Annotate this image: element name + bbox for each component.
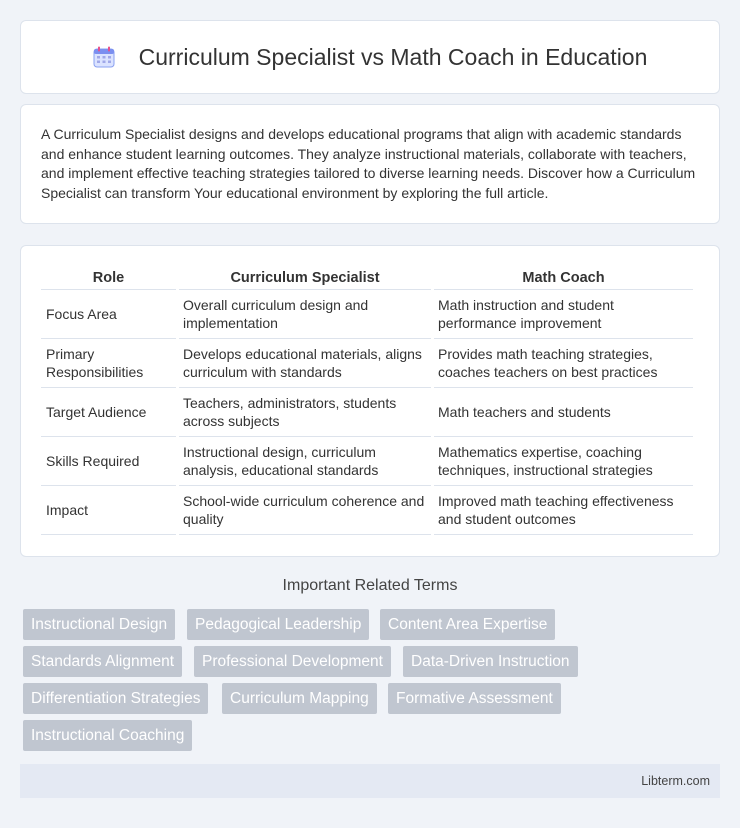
intro-text: A Curriculum Specialist designs and develops educational programs that align with academic standards and enhance student learning outcomes. They analyze instructional materials, collaborate with teachers, and implement effective teaching strategies tailored to diverse learning needs. Discover how a Curriculum Specialist can transform Your educational environment by exploring the full article. — [41, 126, 696, 201]
comparison-table — [38, 268, 696, 535]
term-tag[interactable]: Instructional Design — [23, 609, 175, 640]
column-header-role: Role — [41, 268, 176, 290]
column-header-curriculum-specialist: Curriculum Specialist — [179, 268, 431, 290]
table-row — [41, 437, 693, 486]
column-header-math-coach: Math Coach — [434, 268, 693, 290]
row-label: Skills Required — [41, 437, 176, 486]
table-cell: School-wide curriculum coherence and quality — [179, 486, 431, 535]
footer-site-link[interactable]: Libterm.com — [641, 774, 710, 788]
term-tag[interactable]: Instructional Coaching — [23, 720, 192, 751]
term-tag[interactable]: Content Area Expertise — [380, 609, 555, 640]
table-cell: Math teachers and students — [434, 388, 693, 437]
intro-card — [20, 104, 720, 224]
term-tag[interactable]: Standards Alignment — [23, 646, 182, 677]
table-cell: Mathematics expertise, coaching techniques, instructional strategies — [434, 437, 693, 486]
table-row — [41, 290, 693, 339]
page-title: Curriculum Specialist vs Math Coach in Education — [138, 43, 648, 70]
table-cell: Teachers, administrators, students across subjects — [179, 388, 431, 437]
table-cell: Provides math teaching strategies, coaches teachers on best practices — [434, 339, 693, 388]
term-tag[interactable]: Formative Assessment — [388, 683, 561, 714]
table-row — [41, 486, 693, 535]
row-label: Target Audience — [41, 388, 176, 437]
table-cell: Math instruction and student performance improvement — [434, 290, 693, 339]
term-tag[interactable]: Differentiation Strategies — [23, 683, 208, 714]
table-row — [41, 388, 693, 437]
table-cell: Overall curriculum design and implementation — [179, 290, 431, 339]
table-cell: Instructional design, curriculum analysis, educational standards — [179, 437, 431, 486]
table-header-row — [41, 268, 693, 290]
calendar-icon — [93, 46, 115, 68]
term-tag[interactable]: Professional Development — [194, 646, 391, 677]
table-cell: Develops educational materials, aligns curriculum with standards — [179, 339, 431, 388]
row-label: Impact — [41, 486, 176, 535]
table-cell: Improved math teaching effectiveness and student outcomes — [434, 486, 693, 535]
table-row — [41, 339, 693, 388]
header-card — [20, 20, 720, 94]
term-tag[interactable]: Curriculum Mapping — [222, 683, 377, 714]
row-label: Focus Area — [41, 290, 176, 339]
related-terms-title: Important Related Terms — [282, 577, 458, 594]
comparison-card — [20, 245, 720, 557]
row-label: Primary Responsibilities — [41, 339, 176, 388]
term-tag[interactable]: Pedagogical Leadership — [187, 609, 369, 640]
term-tag[interactable]: Data-Driven Instruction — [403, 646, 578, 677]
footer — [20, 764, 720, 798]
